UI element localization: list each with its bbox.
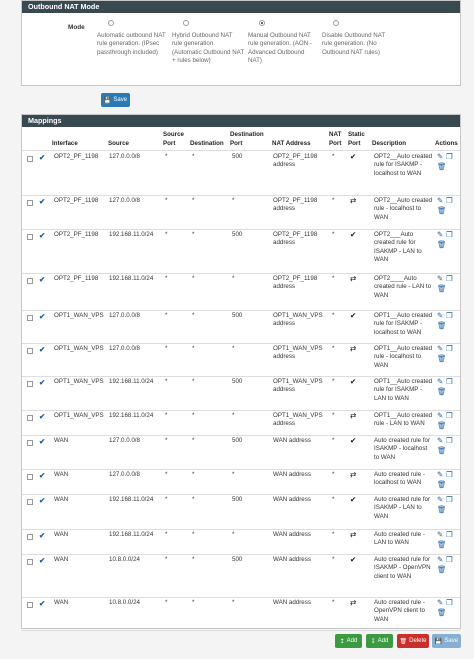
destination-cell: * bbox=[192, 471, 195, 478]
nat-address-cell: OPT2_PF_1198 address bbox=[273, 153, 318, 169]
copy-icon[interactable]: ❐ bbox=[446, 470, 453, 479]
col-description: Description bbox=[372, 140, 407, 147]
check-icon[interactable]: ✔ bbox=[39, 312, 46, 321]
pencil-icon[interactable]: ✎ bbox=[437, 152, 444, 161]
check-icon[interactable]: ✔ bbox=[39, 275, 46, 284]
source-cell: 127.0.0.0/8 bbox=[109, 197, 140, 204]
trash-icon[interactable]: 🗑 bbox=[437, 505, 447, 514]
trash-icon: 🗑 bbox=[399, 638, 408, 645]
nat-port-cell: * bbox=[332, 412, 335, 419]
check-icon: ✔ bbox=[350, 436, 357, 445]
outbound-nat-mode-panel bbox=[21, 0, 461, 86]
radio-hybrid[interactable] bbox=[183, 20, 189, 26]
nat-port-cell: * bbox=[332, 275, 335, 282]
destination-port-cell: 500 bbox=[232, 496, 243, 503]
save-icon: 💾 bbox=[103, 97, 112, 104]
destination-port-cell: 500 bbox=[232, 312, 243, 319]
pencil-icon[interactable]: ✎ bbox=[437, 436, 444, 445]
panel-title: Mappings bbox=[22, 115, 460, 127]
source-cell: 127.0.0.0/8 bbox=[109, 437, 140, 444]
nat-address-cell: WAN address bbox=[273, 599, 311, 606]
check-icon[interactable]: ✔ bbox=[39, 345, 46, 354]
destination-port-cell: * bbox=[232, 531, 235, 538]
pencil-icon[interactable]: ✎ bbox=[437, 196, 444, 205]
row-select-checkbox[interactable] bbox=[27, 415, 33, 421]
mode-option-hybrid[interactable] bbox=[172, 20, 244, 66]
trash-icon[interactable]: 🗑 bbox=[437, 608, 447, 617]
copy-icon[interactable]: ❐ bbox=[446, 555, 453, 564]
trash-icon[interactable]: 🗑 bbox=[437, 284, 447, 293]
source-cell: 127.0.0.0/8 bbox=[109, 471, 140, 478]
row-divider bbox=[22, 529, 460, 530]
nat-address-cell: OPT1_WAN_VPS address bbox=[273, 378, 323, 394]
save-mode-button[interactable]: 💾 Save bbox=[101, 93, 130, 107]
source-port-cell: * bbox=[165, 345, 168, 352]
source-cell: 192.168.11.0/24 bbox=[109, 531, 154, 538]
source-port-cell: * bbox=[165, 471, 168, 478]
pencil-icon[interactable]: ✎ bbox=[437, 598, 444, 607]
shuffle-icon: ⇄ bbox=[350, 530, 357, 539]
col-nat-address: NAT Address bbox=[272, 140, 311, 147]
col-static-port: Static Port bbox=[348, 131, 365, 147]
shuffle-icon: ⇄ bbox=[350, 274, 357, 283]
interface-cell: OPT2_PF_1198 bbox=[54, 197, 99, 204]
nat-address-cell: OPT2_PF_1198 address bbox=[273, 231, 318, 247]
row-divider bbox=[22, 310, 460, 311]
description-cell: OPT2__Auto created rule - localhost to WAN bbox=[374, 197, 433, 221]
trash-icon[interactable]: 🗑 bbox=[437, 540, 447, 549]
interface-cell: WAN bbox=[54, 556, 69, 563]
source-cell: 10.8.0.0/24 bbox=[109, 556, 140, 563]
destination-port-cell: 500 bbox=[232, 153, 243, 160]
source-cell: 192.168.11.0/24 bbox=[109, 275, 154, 282]
mode-option-label: Hybrid Outbound NAT rule generation. (Automatic Outbound NAT + rules below) bbox=[172, 32, 244, 65]
copy-icon[interactable]: ❐ bbox=[446, 230, 453, 239]
trash-icon[interactable]: 🗑 bbox=[437, 480, 447, 489]
check-icon[interactable]: ✔ bbox=[39, 412, 46, 421]
col-interface: Interface bbox=[52, 140, 78, 147]
source-port-cell: * bbox=[165, 378, 168, 385]
check-icon[interactable]: ✔ bbox=[39, 231, 46, 240]
row-select-checkbox[interactable] bbox=[27, 474, 33, 480]
description-cell: Auto created rule - localhost to WAN bbox=[374, 471, 425, 487]
pencil-icon[interactable]: ✎ bbox=[437, 495, 444, 504]
header-divider bbox=[22, 150, 460, 151]
destination-cell: * bbox=[192, 412, 195, 419]
check-icon[interactable]: ✔ bbox=[39, 378, 46, 387]
nat-port-cell: * bbox=[332, 437, 335, 444]
destination-cell: * bbox=[192, 437, 195, 444]
description-cell: OPT2___Auto created rule for ISAKMP - LAN to WAN bbox=[374, 231, 422, 264]
description-cell: OPT1__Auto created rule - LAN to WAN bbox=[374, 412, 433, 428]
trash-icon[interactable]: 🗑 bbox=[437, 162, 447, 171]
source-port-cell: * bbox=[165, 412, 168, 419]
shuffle-icon: ⇄ bbox=[350, 411, 357, 420]
copy-icon[interactable]: ❐ bbox=[446, 196, 453, 205]
trash-icon[interactable]: 🗑 bbox=[437, 446, 447, 455]
check-icon[interactable]: ✔ bbox=[39, 496, 46, 505]
nat-address-cell: OPT2_PF_1198 address bbox=[273, 275, 318, 291]
row-select-checkbox[interactable] bbox=[27, 315, 33, 321]
source-port-cell: * bbox=[165, 275, 168, 282]
copy-icon[interactable]: ❐ bbox=[446, 152, 453, 161]
destination-cell: * bbox=[192, 531, 195, 538]
nat-port-cell: * bbox=[332, 312, 335, 319]
panel-title: Outbound NAT Mode bbox=[22, 1, 460, 13]
row-divider bbox=[22, 273, 460, 274]
row-divider bbox=[22, 435, 460, 436]
mode-option-label: Automatic outbound NAT rule generation. (IPsec passthrough included) bbox=[97, 32, 166, 56]
source-cell: 192.168.11.0/24 bbox=[109, 496, 154, 503]
nat-address-cell: WAN address bbox=[273, 496, 311, 503]
destination-cell: * bbox=[192, 231, 195, 238]
mode-option-label: Disable Outbound NAT rule generation. (No Outbound NAT rules) bbox=[322, 32, 386, 56]
destination-port-cell: 500 bbox=[232, 437, 243, 444]
row-divider bbox=[22, 376, 460, 377]
description-cell: OPT1__Auto created rule for ISAKMP - LAN to WAN bbox=[374, 378, 433, 402]
check-icon[interactable]: ✔ bbox=[39, 197, 46, 206]
pencil-icon[interactable]: ✎ bbox=[437, 411, 444, 420]
row-divider bbox=[22, 630, 460, 631]
nat-address-cell: OPT1_WAN_VPS address bbox=[273, 412, 323, 428]
pencil-icon[interactable]: ✎ bbox=[437, 377, 444, 386]
arrow-down-icon: ↧ bbox=[370, 638, 376, 645]
nat-address-cell: WAN address bbox=[273, 471, 311, 478]
source-cell: 127.0.0.0/8 bbox=[109, 153, 140, 160]
pencil-icon[interactable]: ✎ bbox=[437, 470, 444, 479]
row-divider bbox=[22, 343, 460, 344]
source-cell: 10.8.0.0/24 bbox=[109, 599, 140, 606]
copy-icon[interactable]: ❐ bbox=[446, 495, 453, 504]
trash-icon[interactable]: 🗑 bbox=[437, 421, 447, 430]
copy-icon[interactable]: ❐ bbox=[446, 598, 453, 607]
row-divider bbox=[22, 554, 460, 555]
add-bottom-button[interactable]: ↧ Add bbox=[366, 634, 393, 648]
source-port-cell: * bbox=[165, 556, 168, 563]
source-cell: 127.0.0.0/8 bbox=[109, 345, 140, 352]
col-destination-port: Destination Port bbox=[230, 131, 264, 147]
source-cell: 192.168.11.0/24 bbox=[109, 412, 154, 419]
description-cell: OPT2__Auto created rule for ISAKMP - localhost to WAN bbox=[374, 153, 433, 177]
interface-cell: OPT2_PF_1198 bbox=[54, 231, 99, 238]
description-cell: Auto created rule - LAN to WAN bbox=[374, 531, 425, 547]
row-select-checkbox[interactable] bbox=[27, 440, 33, 446]
source-port-cell: * bbox=[165, 531, 168, 538]
arrow-up-icon: ↥ bbox=[339, 638, 345, 645]
nat-address-cell: OPT1_WAN_VPS address bbox=[273, 345, 323, 361]
destination-port-cell: 500 bbox=[232, 556, 243, 563]
row-select-checkbox[interactable] bbox=[27, 200, 33, 206]
interface-cell: WAN bbox=[54, 471, 69, 478]
check-icon: ✔ bbox=[350, 495, 357, 504]
copy-icon[interactable]: ❐ bbox=[446, 436, 453, 445]
check-icon: ✔ bbox=[350, 230, 357, 239]
row-divider bbox=[22, 494, 460, 495]
description-cell: OPT1__Auto created rule for ISAKMP - localhost to WAN bbox=[374, 312, 433, 336]
col-source: Source bbox=[108, 140, 129, 147]
trash-icon[interactable]: 🗑 bbox=[437, 565, 447, 574]
radio-manual[interactable] bbox=[259, 20, 265, 26]
copy-icon[interactable]: ❐ bbox=[446, 274, 453, 283]
check-icon[interactable]: ✔ bbox=[39, 471, 46, 480]
description-cell: OPT1__Auto created rule - localhost to WAN bbox=[374, 345, 433, 369]
row-select-checkbox[interactable] bbox=[27, 234, 33, 240]
trash-icon[interactable]: 🗑 bbox=[437, 240, 447, 249]
copy-icon[interactable]: ❐ bbox=[446, 530, 453, 539]
nat-port-cell: * bbox=[332, 599, 335, 606]
row-select-checkbox[interactable] bbox=[27, 381, 33, 387]
destination-port-cell: * bbox=[232, 345, 235, 352]
description-cell: Auto created rule - OpenVPN client to WAN bbox=[374, 599, 425, 623]
row-select-checkbox[interactable] bbox=[27, 156, 33, 162]
nat-port-cell: * bbox=[332, 231, 335, 238]
source-cell: 192.168.11.0/24 bbox=[109, 378, 154, 385]
nat-address-cell: OPT2_PF_1198 address bbox=[273, 197, 318, 213]
pencil-icon[interactable]: ✎ bbox=[437, 274, 444, 283]
destination-cell: * bbox=[192, 556, 195, 563]
row-select-checkbox[interactable] bbox=[27, 499, 33, 505]
check-icon[interactable]: ✔ bbox=[39, 599, 46, 608]
interface-cell: WAN bbox=[54, 437, 69, 444]
col-actions: Actions bbox=[435, 140, 458, 147]
row-select-checkbox[interactable] bbox=[27, 278, 33, 284]
mode-option-manual[interactable] bbox=[248, 20, 320, 66]
save-icon: 💾 bbox=[434, 638, 443, 645]
interface-cell: OPT1_WAN_VPS bbox=[54, 378, 104, 385]
interface-cell: WAN bbox=[54, 599, 69, 606]
shuffle-icon: ⇄ bbox=[350, 470, 357, 479]
source-port-cell: * bbox=[165, 437, 168, 444]
source-port-cell: * bbox=[165, 231, 168, 238]
destination-cell: * bbox=[192, 312, 195, 319]
nat-port-cell: * bbox=[332, 378, 335, 385]
row-divider bbox=[22, 469, 460, 470]
interface-cell: WAN bbox=[54, 496, 69, 503]
source-port-cell: * bbox=[165, 496, 168, 503]
save-button[interactable]: 💾 Save bbox=[432, 634, 461, 648]
shuffle-icon: ⇄ bbox=[350, 196, 357, 205]
row-select-checkbox[interactable] bbox=[27, 534, 33, 540]
row-divider bbox=[22, 229, 460, 230]
row-select-checkbox[interactable] bbox=[27, 348, 33, 354]
destination-port-cell: * bbox=[232, 471, 235, 478]
pencil-icon[interactable]: ✎ bbox=[437, 230, 444, 239]
row-select-checkbox[interactable] bbox=[27, 602, 33, 608]
mode-option-automatic[interactable] bbox=[97, 20, 169, 57]
check-icon[interactable]: ✔ bbox=[39, 153, 46, 162]
check-icon[interactable]: ✔ bbox=[39, 556, 46, 565]
nat-address-cell: WAN address bbox=[273, 531, 311, 538]
copy-icon[interactable]: ❐ bbox=[446, 311, 453, 320]
radio-disable[interactable] bbox=[333, 20, 339, 26]
check-icon: ✔ bbox=[350, 152, 357, 161]
nat-port-cell: * bbox=[332, 556, 335, 563]
mappings-panel bbox=[21, 114, 461, 629]
destination-cell: * bbox=[192, 345, 195, 352]
interface-cell: OPT2_PF_1198 bbox=[54, 153, 99, 160]
description-cell: Auto created rule for ISAKMP - localhost to WAN bbox=[374, 437, 431, 461]
destination-port-cell: * bbox=[232, 275, 235, 282]
destination-port-cell: 500 bbox=[232, 231, 243, 238]
source-cell: 127.0.0.0/8 bbox=[109, 312, 140, 319]
trash-icon[interactable]: 🗑 bbox=[437, 387, 447, 396]
interface-cell: OPT1_WAN_VPS bbox=[54, 312, 104, 319]
radio-automatic[interactable] bbox=[108, 20, 114, 26]
destination-cell: * bbox=[192, 599, 195, 606]
nat-port-cell: * bbox=[332, 471, 335, 478]
nat-address-cell: WAN address bbox=[273, 556, 311, 563]
pencil-icon[interactable]: ✎ bbox=[437, 344, 444, 353]
source-port-cell: * bbox=[165, 312, 168, 319]
destination-cell: * bbox=[192, 275, 195, 282]
source-port-cell: * bbox=[165, 599, 168, 606]
shuffle-icon: ⇄ bbox=[350, 344, 357, 353]
trash-icon[interactable]: 🗑 bbox=[437, 206, 447, 215]
delete-button[interactable]: 🗑 Delete bbox=[397, 634, 429, 648]
check-icon: ✔ bbox=[350, 311, 357, 320]
nat-port-cell: * bbox=[332, 345, 335, 352]
row-divider bbox=[22, 410, 460, 411]
check-icon: ✔ bbox=[350, 377, 357, 386]
nat-address-cell: OPT1_WAN_VPS address bbox=[273, 312, 323, 328]
destination-cell: * bbox=[192, 496, 195, 503]
row-select-checkbox[interactable] bbox=[27, 559, 33, 565]
pencil-icon[interactable]: ✎ bbox=[437, 555, 444, 564]
nat-port-cell: * bbox=[332, 197, 335, 204]
interface-cell: OPT1_WAN_VPS bbox=[54, 345, 104, 352]
copy-icon[interactable]: ❐ bbox=[446, 344, 453, 353]
interface-cell: WAN bbox=[54, 531, 69, 538]
destination-port-cell: * bbox=[232, 197, 235, 204]
destination-port-cell: * bbox=[232, 599, 235, 606]
source-port-cell: * bbox=[165, 153, 168, 160]
source-port-cell: * bbox=[165, 197, 168, 204]
destination-cell: * bbox=[192, 197, 195, 204]
col-destination: Destination bbox=[190, 140, 224, 147]
pencil-icon[interactable]: ✎ bbox=[437, 530, 444, 539]
description-cell: OPT2____Auto created rule - LAN to WAN bbox=[374, 275, 432, 299]
check-icon[interactable]: ✔ bbox=[39, 531, 46, 540]
interface-cell: OPT2_PF_1198 bbox=[54, 275, 99, 282]
trash-icon[interactable]: 🗑 bbox=[437, 321, 447, 330]
destination-port-cell: 500 bbox=[232, 378, 243, 385]
interface-cell: OPT1_WAN_VPS bbox=[54, 412, 104, 419]
shuffle-icon: ⇄ bbox=[350, 598, 357, 607]
source-cell: 192.168.11.0/24 bbox=[109, 231, 154, 238]
col-nat-port: NAT Port bbox=[329, 131, 342, 147]
row-divider bbox=[22, 597, 460, 598]
description-cell: Auto created rule for ISAKMP - LAN to WAN bbox=[374, 496, 431, 520]
check-icon: ✔ bbox=[350, 555, 357, 564]
description-cell: Auto created rule for ISAKMP - OpenVPN client to WAN bbox=[374, 556, 431, 580]
check-icon[interactable]: ✔ bbox=[39, 437, 46, 446]
nat-port-cell: * bbox=[332, 531, 335, 538]
nat-address-cell: WAN address bbox=[273, 437, 311, 444]
mode-option-disable[interactable] bbox=[322, 20, 394, 57]
nat-port-cell: * bbox=[332, 496, 335, 503]
add-top-button[interactable]: ↥ Add bbox=[335, 634, 362, 648]
destination-cell: * bbox=[192, 153, 195, 160]
trash-icon[interactable]: 🗑 bbox=[437, 354, 447, 363]
mode-option-label: Manual Outbound NAT rule generation. (AON - Advanced Outbound NAT) bbox=[248, 32, 312, 65]
copy-icon[interactable]: ❐ bbox=[446, 377, 453, 386]
row-divider bbox=[22, 195, 460, 196]
nat-port-cell: * bbox=[332, 153, 335, 160]
copy-icon[interactable]: ❐ bbox=[446, 411, 453, 420]
destination-cell: * bbox=[192, 378, 195, 385]
pencil-icon[interactable]: ✎ bbox=[437, 311, 444, 320]
destination-port-cell: * bbox=[232, 412, 235, 419]
mode-label: Mode bbox=[68, 24, 85, 31]
col-source-port: Source Port bbox=[163, 131, 184, 147]
